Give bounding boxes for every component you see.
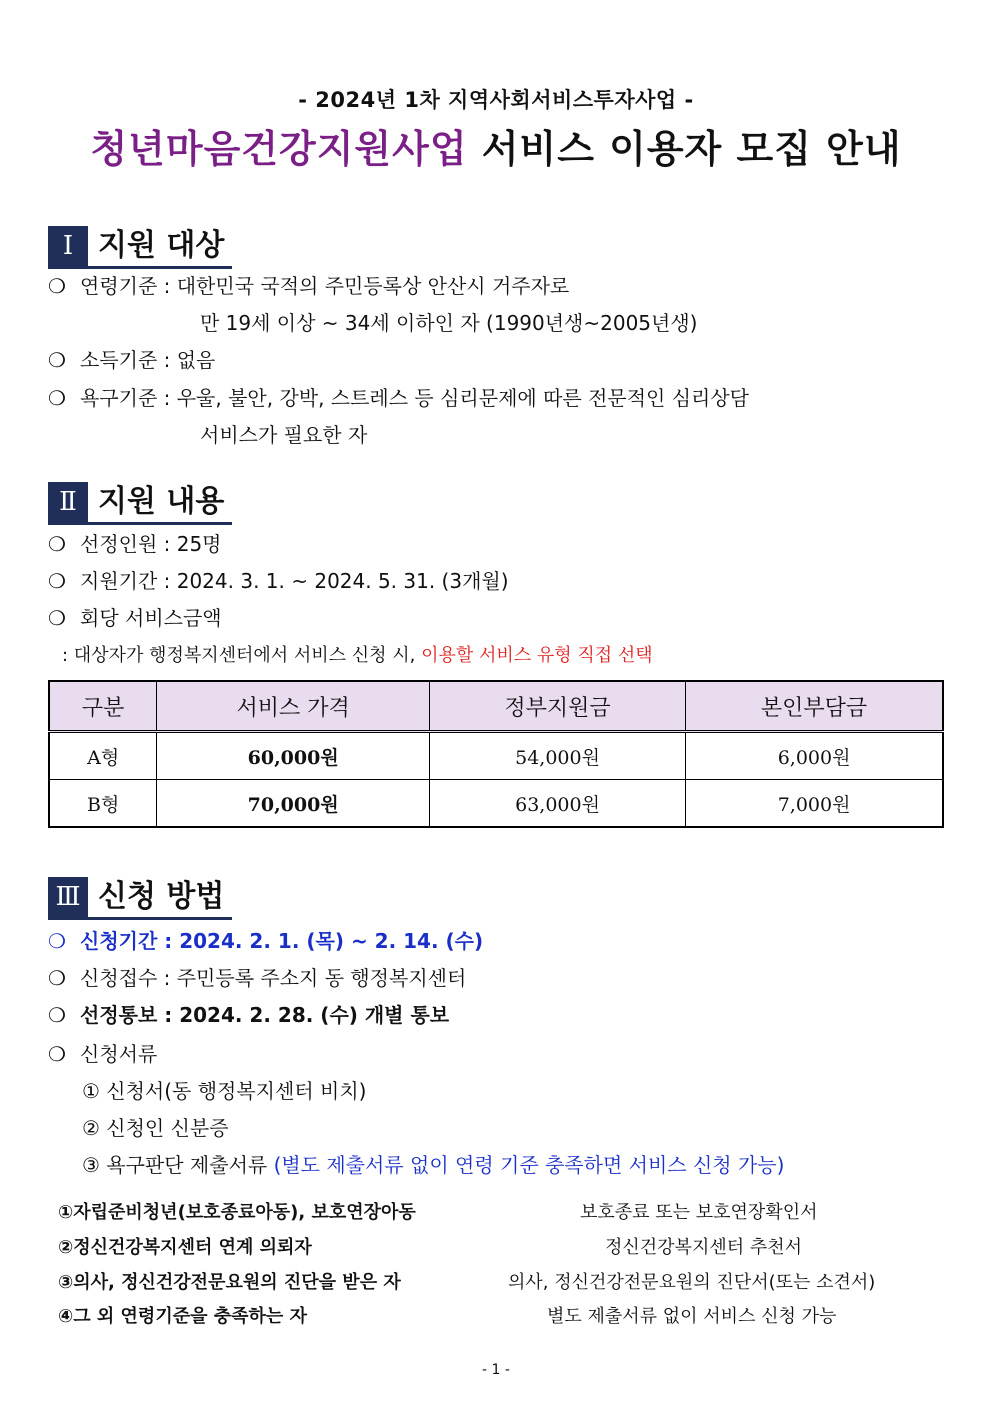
section-3-header: [48, 877, 232, 920]
s2-count-line: ❍ 선정인원 : 25명: [48, 532, 222, 556]
table-cell: 6,000원: [686, 732, 943, 780]
doc-row-right: 정신건강복지센터 추천서: [605, 1237, 802, 1258]
page-number: - 1 -: [482, 1362, 510, 1378]
section-3-label: 신청 방법: [98, 879, 225, 914]
doc-row: ③의사, 정신건강전문요원의 진단을 받은 자: [58, 1272, 401, 1293]
s3-apply-period: ❍ 신청기간 : 2024. 2. 1. (목) ~ 2. 14. (수): [48, 929, 484, 953]
table-header: 정부지원금: [429, 681, 685, 732]
table-cell: 63,000원: [429, 780, 685, 828]
s1-age-line-2: 만 19세 이상 ~ 34세 이하인 자 (1990년생~2005년생): [200, 311, 698, 335]
doc-row-right: 별도 제출서류 없이 서비스 신청 가능: [547, 1306, 837, 1327]
s2-amount-line: ❍ 회당 서비스금액: [48, 606, 222, 630]
bullet-icon: ❍: [48, 1003, 66, 1027]
section-2-header: [48, 482, 232, 525]
doc-row: ①자립준비청년(보호종료아동), 보호연장아동: [58, 1202, 416, 1223]
page-title: [0, 118, 992, 173]
table-row: [49, 780, 943, 828]
bullet-icon: ❍: [48, 274, 66, 298]
s1-income-line: ❍ 소득기준 : 없음: [48, 348, 216, 372]
title-accent: 청년마음건강지원사업: [90, 127, 468, 171]
doc-row-right: 보호종료 또는 보호연장확인서: [580, 1202, 818, 1223]
bullet-icon: ❍: [48, 1042, 66, 1066]
subtitle: - 2024년 1차 지역사회서비스투자사업 -: [298, 88, 694, 112]
s1-need-line-2: 서비스가 필요한 자: [200, 423, 368, 447]
table-header-row: [49, 681, 943, 732]
s3-apply-place: ❍ 신청접수 : 주민등록 주소지 동 행정복지센터: [48, 966, 467, 990]
table-header: 본인부담금: [686, 681, 943, 732]
bullet-icon: ❍: [48, 929, 66, 953]
s3-doc-1: ① 신청서(동 행정복지센터 비치): [82, 1079, 367, 1103]
s2-period-line: ❍ 지원기간 : 2024. 3. 1. ~ 2024. 5. 31. (3개월): [48, 569, 509, 593]
s2-note: : 대상자가 행정복지센터에서 서비스 신청 시, 이용할 서비스 유형 직접 선택: [62, 645, 653, 666]
bullet-icon: ❍: [48, 348, 66, 372]
section-1-header: [48, 226, 232, 269]
section-1-label: 지원 대상: [98, 228, 225, 263]
title-rest: 서비스 이용자 모집 안내: [467, 127, 902, 171]
section-2-label: 지원 내용: [98, 484, 225, 519]
bullet-icon: ❍: [48, 532, 66, 556]
doc-row: ②정신건강복지센터 연계 의뢰자: [58, 1237, 312, 1258]
bullet-icon: ❍: [48, 606, 66, 630]
table-cell: 54,000원: [429, 732, 685, 780]
bullet-icon: ❍: [48, 966, 66, 990]
s1-need-line: ❍ 욕구기준 : 우울, 불안, 강박, 스트레스 등 심리문제에 따른 전문적인 심리상담: [48, 386, 749, 410]
table-cell: 7,000원: [686, 780, 943, 828]
s1-age-line: ❍ 연령기준 : 대한민국 국적의 주민등록상 안산시 거주자로: [48, 274, 570, 298]
table-cell: 60,000원: [157, 732, 430, 780]
table-header: 서비스 가격: [157, 681, 430, 732]
table-header: 구분: [49, 681, 157, 732]
bullet-icon: ❍: [48, 386, 66, 410]
section-1-number: Ⅰ: [48, 226, 88, 266]
doc-row-right: 의사, 정신건강전문요원의 진단서(또는 소견서): [508, 1272, 876, 1293]
section-2-number: Ⅱ: [48, 482, 88, 522]
s3-notice: ❍ 선정통보 : 2024. 2. 28. (수) 개별 통보: [48, 1003, 450, 1027]
section-3-number: Ⅲ: [48, 877, 88, 917]
s3-docs: ❍ 신청서류: [48, 1042, 158, 1066]
s3-doc-3: ③ 욕구판단 제출서류 (별도 제출서류 없이 연령 기준 충족하면 서비스 신청 가능): [82, 1153, 785, 1177]
s3-doc-2: ② 신청인 신분증: [82, 1116, 229, 1140]
doc-row: ④그 외 연령기준을 충족하는 자: [58, 1306, 307, 1327]
table-row: [49, 732, 943, 780]
table-cell: B형: [49, 780, 157, 828]
price-table: [48, 680, 944, 828]
table-cell: A형: [49, 732, 157, 780]
bullet-icon: ❍: [48, 569, 66, 593]
table-cell: 70,000원: [157, 780, 430, 828]
